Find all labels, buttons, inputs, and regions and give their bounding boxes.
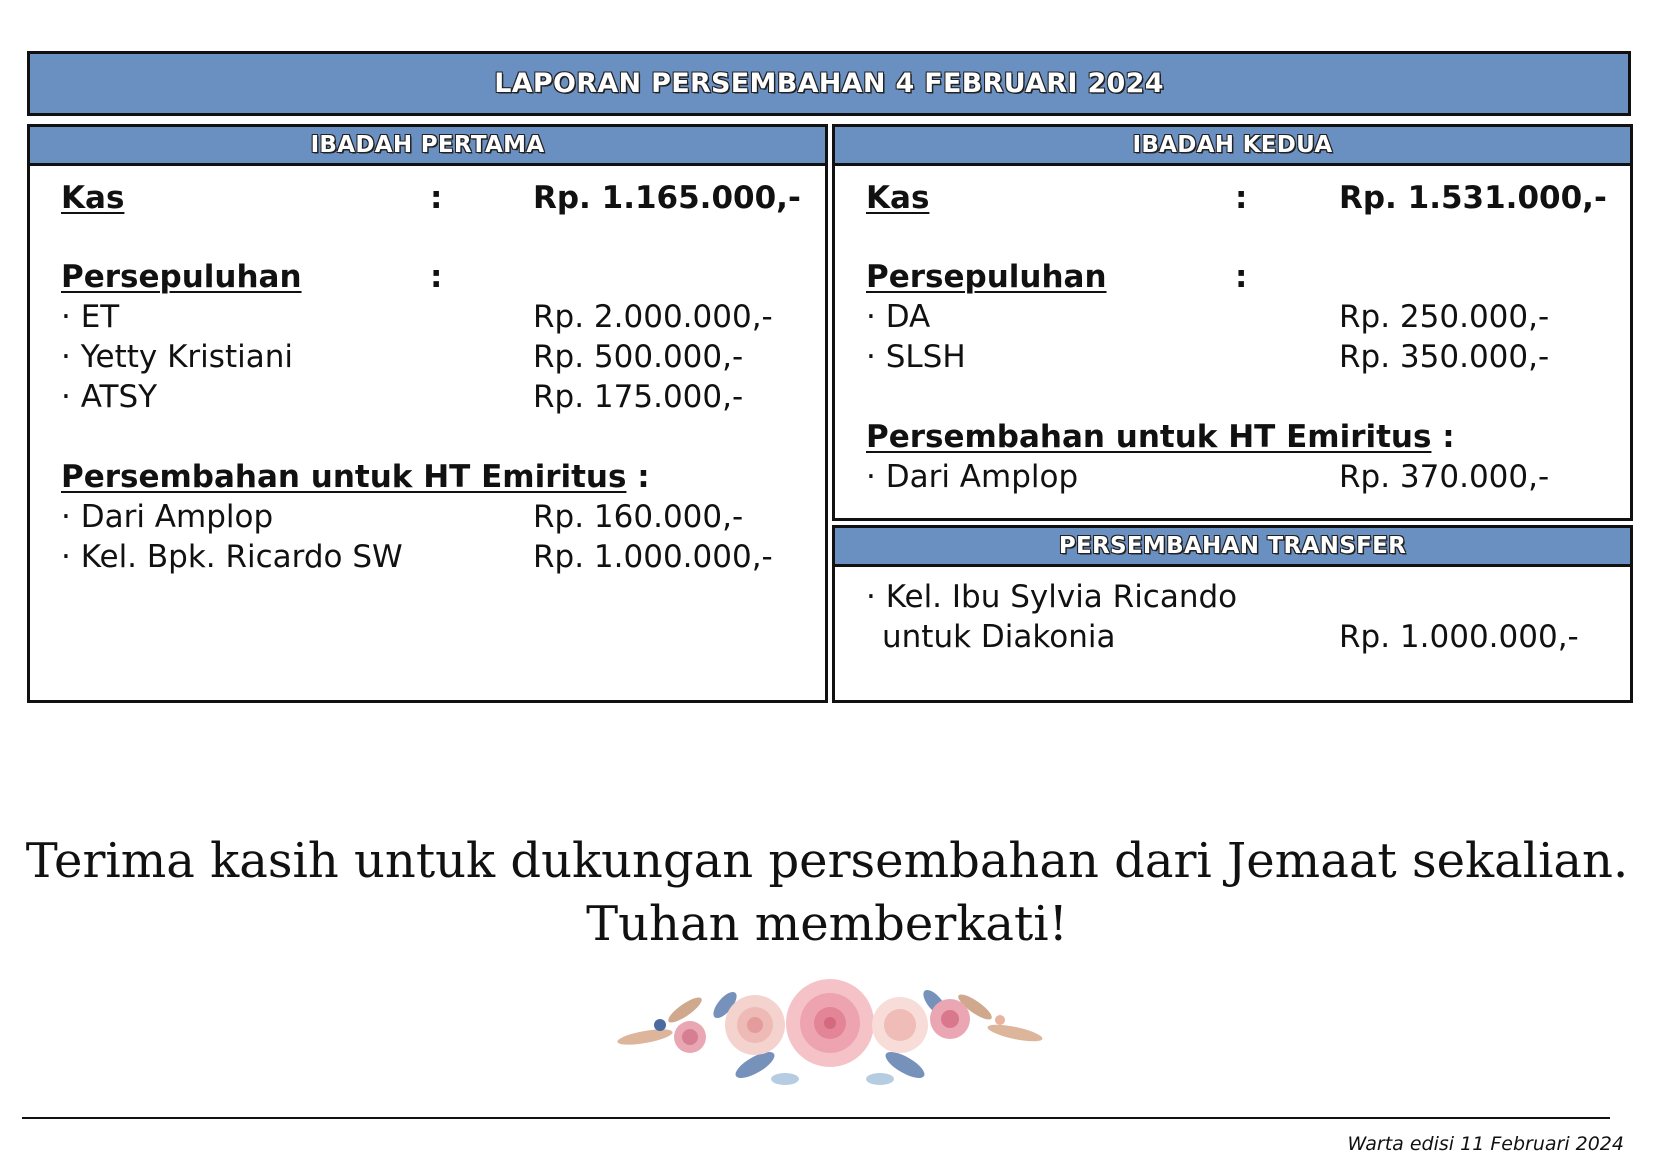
ht-emiritus-colon: : [1431, 419, 1455, 455]
kas-value: Rp. 1.531.000,- [1339, 180, 1607, 216]
list-item-value: Rp. 175.000,- [533, 379, 744, 415]
list-item-value: Rp. 370.000,- [1339, 459, 1550, 495]
list-item-name: · SLSH [866, 339, 966, 375]
thanks-line-2: Tuhan memberkati! [586, 896, 1068, 952]
thanks-line-1: Terima kasih untuk dukungan persembahan dari Jemaat sekalian. [25, 833, 1629, 889]
ht-emiritus-label: Persembahan untuk HT Emiritus [61, 459, 627, 495]
list-item-value: Rp. 160.000,- [533, 499, 744, 535]
list-item-name: · Dari Amplop [866, 459, 1079, 495]
footer-divider [22, 1117, 1610, 1119]
kas-label: Kas [866, 180, 930, 216]
kas-colon: : [430, 180, 443, 216]
list-item-value: Rp. 2.000.000,- [533, 299, 773, 335]
report-title: LAPORAN PERSEMBAHAN 4 FEBRUARI 2024 [27, 51, 1631, 116]
transfer-purpose: untuk Diakonia [882, 619, 1116, 655]
ht-emiritus-colon: : [626, 459, 650, 495]
kas-colon: : [1235, 180, 1248, 216]
ibadah-kedua-heading: IBADAH KEDUA [832, 124, 1633, 166]
persepuluhan-label: Persepuluhan [866, 259, 1107, 295]
floral-garland-icon [615, 975, 1045, 1095]
list-item-value: Rp. 500.000,- [533, 339, 744, 375]
transfer-value: Rp. 1.000.000,- [1339, 619, 1579, 655]
kas-value: Rp. 1.165.000,- [533, 180, 801, 216]
transfer-donor: · Kel. Ibu Sylvia Ricando [866, 579, 1238, 615]
list-item-name: · ATSY [61, 379, 158, 415]
ht-emiritus-heading [866, 419, 1455, 455]
ibadah-pertama-panel [27, 163, 828, 703]
kas-label: Kas [61, 180, 125, 216]
persepuluhan-colon: : [430, 259, 443, 295]
persepuluhan-colon: : [1235, 259, 1248, 295]
list-item-name: · ET [61, 299, 120, 335]
list-item-name: · DA [866, 299, 931, 335]
ht-emiritus-heading [61, 459, 650, 495]
list-item-value: Rp. 350.000,- [1339, 339, 1550, 375]
ht-emiritus-label: Persembahan untuk HT Emiritus [866, 419, 1432, 455]
list-item-value: Rp. 1.000.000,- [533, 539, 773, 575]
list-item-value: Rp. 250.000,- [1339, 299, 1550, 335]
list-item-name: · Dari Amplop [61, 499, 274, 535]
list-item-name: · Yetty Kristiani [61, 339, 293, 375]
ibadah-pertama-heading: IBADAH PERTAMA [27, 124, 828, 166]
list-item-name: · Kel. Bpk. Ricardo SW [61, 539, 403, 575]
transfer-heading: PERSEMBAHAN TRANSFER [832, 525, 1633, 567]
edition-footer: Warta edisi 11 Februari 2024 [1347, 1133, 1624, 1155]
persepuluhan-label: Persepuluhan [61, 259, 302, 295]
